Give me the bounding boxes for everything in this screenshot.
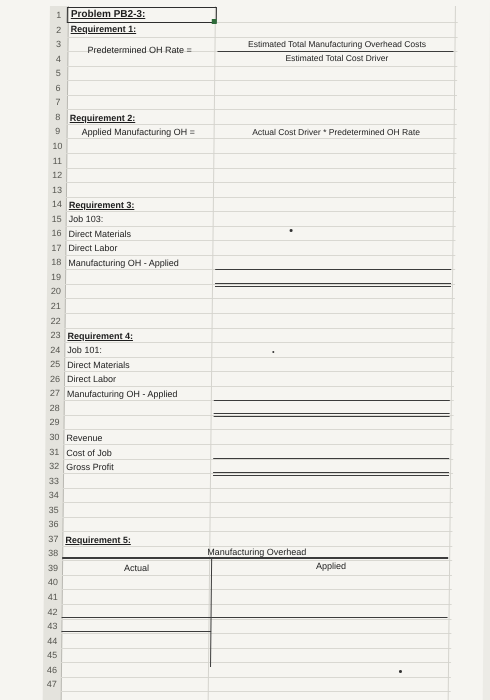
row-gridline <box>61 691 451 692</box>
req4-direct-materials[interactable]: Direct Materials <box>67 360 130 370</box>
req4-job[interactable]: Job 101: <box>67 345 102 355</box>
req1-numerator[interactable]: Estimated Total Manufacturing Overhead Costs <box>248 39 427 49</box>
req1-fraction-line <box>217 51 453 52</box>
row-number[interactable]: 37 <box>48 533 59 544</box>
row-number[interactable]: 47 <box>46 679 57 690</box>
row-gridline <box>62 619 452 620</box>
row-number[interactable]: 30 <box>49 431 60 442</box>
req2-heading[interactable]: Requirement 2: <box>69 113 136 123</box>
row-number[interactable]: 23 <box>50 330 61 341</box>
req4-profit-double-2 <box>213 475 449 476</box>
row-gridline <box>66 153 456 154</box>
row-gridline <box>66 168 456 169</box>
row-gridline <box>68 37 458 38</box>
row-number[interactable]: 5 <box>55 68 61 79</box>
row-gridline <box>65 313 455 314</box>
t-account-title[interactable]: Manufacturing Overhead <box>207 547 307 557</box>
row-gridline <box>65 298 455 299</box>
stray-mark <box>290 229 293 232</box>
row-gridline <box>67 80 457 81</box>
req4-mfg-oh-applied[interactable]: Manufacturing OH - Applied <box>66 389 178 399</box>
row-number[interactable]: 31 <box>49 446 60 457</box>
row-gridline <box>61 633 451 634</box>
req4-total-line <box>214 400 450 401</box>
t-account-divider <box>210 557 212 667</box>
row-gridline <box>65 284 455 285</box>
t-account-applied-label[interactable]: Applied <box>316 561 347 571</box>
row-gridline <box>63 429 453 430</box>
row-number[interactable]: 14 <box>51 199 62 210</box>
req3-job[interactable]: Job 103: <box>68 214 104 224</box>
row-number[interactable]: 19 <box>51 271 62 282</box>
row-number[interactable]: 6 <box>55 82 61 93</box>
req4-cost-of-job[interactable]: Cost of Job <box>66 448 112 458</box>
row-number[interactable]: 45 <box>47 650 58 661</box>
req1-heading[interactable]: Requirement 1: <box>70 24 137 34</box>
req5-heading[interactable]: Requirement 5: <box>65 535 131 545</box>
row-number[interactable]: 8 <box>55 111 61 122</box>
row-number[interactable]: 20 <box>50 286 62 297</box>
row-number[interactable]: 44 <box>47 635 58 646</box>
fill-handle[interactable] <box>212 19 217 24</box>
req2-formula[interactable]: Actual Cost Driver * Predetermined OH Rate <box>252 127 421 137</box>
req4-double-line-1 <box>214 413 450 414</box>
row-number[interactable]: 3 <box>55 39 62 50</box>
req3-direct-materials[interactable]: Direct Materials <box>68 229 132 239</box>
req2-label[interactable]: Applied Manufacturing OH = <box>81 127 195 137</box>
row-gridline <box>62 589 452 590</box>
row-gridline <box>67 95 457 96</box>
row-gridline <box>61 677 451 678</box>
t-account-actual-label[interactable]: Actual <box>123 563 150 573</box>
row-number[interactable]: 24 <box>50 344 61 355</box>
req4-double-line-2 <box>214 416 450 417</box>
row-number[interactable]: 42 <box>47 606 58 617</box>
row-gridline <box>63 502 453 503</box>
req4-profit-double-1 <box>213 472 449 473</box>
row-number[interactable]: 2 <box>56 24 62 35</box>
req4-profit-line <box>213 458 449 459</box>
row-number[interactable]: 40 <box>47 577 58 588</box>
row-number[interactable]: 11 <box>52 155 63 166</box>
row-gridline <box>61 662 451 663</box>
req3-mfg-oh-applied[interactable]: Manufacturing OH - Applied <box>68 258 179 268</box>
row-number[interactable]: 1 <box>56 10 62 20</box>
row-number[interactable]: 4 <box>55 53 61 64</box>
req3-double-line-1 <box>215 283 451 284</box>
row-number[interactable]: 43 <box>47 621 58 632</box>
stray-mark <box>399 670 402 673</box>
row-gridline <box>63 473 453 474</box>
row-number[interactable]: 21 <box>50 301 61 311</box>
row-number[interactable]: 33 <box>48 475 60 486</box>
req4-heading[interactable]: Requirement 4: <box>67 331 134 341</box>
t-account-top-line <box>62 557 448 559</box>
row-number[interactable]: 17 <box>51 242 62 253</box>
row-number[interactable]: 35 <box>48 504 59 515</box>
req4-direct-labor[interactable]: Direct Labor <box>66 374 117 384</box>
row-number[interactable]: 36 <box>48 519 59 530</box>
row-number[interactable]: 34 <box>48 490 59 501</box>
row-number[interactable]: 41 <box>47 592 58 602</box>
req3-total-line <box>215 269 451 270</box>
row-gridline <box>61 648 451 649</box>
row-gridline <box>66 182 456 183</box>
row-number[interactable]: 18 <box>51 257 62 268</box>
req1-denominator[interactable]: Estimated Total Cost Driver <box>285 53 389 63</box>
req4-revenue[interactable]: Revenue <box>66 433 103 443</box>
req1-label[interactable]: Predetermined OH Rate = <box>87 45 192 55</box>
row-number[interactable]: 28 <box>49 402 60 413</box>
t-account-actual-total-line-2 <box>61 631 211 632</box>
req3-heading[interactable]: Requirement 3: <box>68 200 135 210</box>
req3-double-line-2 <box>215 286 451 287</box>
row-number[interactable]: 10 <box>52 140 63 151</box>
req3-direct-labor[interactable]: Direct Labor <box>68 243 118 253</box>
row-number[interactable]: 29 <box>49 417 60 428</box>
stray-mark <box>272 351 274 353</box>
t-account-applied-total-line <box>212 617 448 618</box>
row-number[interactable]: 25 <box>50 359 61 370</box>
row-number[interactable]: 46 <box>46 664 58 675</box>
row-number[interactable]: 9 <box>55 126 61 137</box>
t-account-actual-total-line-1 <box>62 617 212 618</box>
row-number[interactable]: 26 <box>49 373 61 384</box>
row-number[interactable]: 27 <box>49 388 60 399</box>
row-number[interactable]: 7 <box>55 97 61 108</box>
row-gridline <box>62 560 452 561</box>
row-gridline <box>67 66 457 67</box>
row-gridline <box>63 488 453 489</box>
row-number[interactable]: 12 <box>52 170 63 181</box>
row-gridline <box>63 444 453 445</box>
row-number[interactable]: 38 <box>48 548 59 559</box>
row-number[interactable]: 39 <box>47 562 59 573</box>
row-number[interactable]: 15 <box>51 213 62 224</box>
row-gridline <box>63 517 453 518</box>
row-gridline <box>62 575 452 576</box>
row-number[interactable]: 32 <box>49 461 60 472</box>
row-gridline <box>62 604 452 605</box>
problem-title[interactable]: Problem PB2-3: <box>70 9 146 20</box>
row-number[interactable]: 16 <box>51 228 62 239</box>
req4-gross-profit[interactable]: Gross Profit <box>66 462 114 472</box>
row-number[interactable]: 22 <box>50 315 61 326</box>
row-number[interactable]: 13 <box>51 184 63 195</box>
